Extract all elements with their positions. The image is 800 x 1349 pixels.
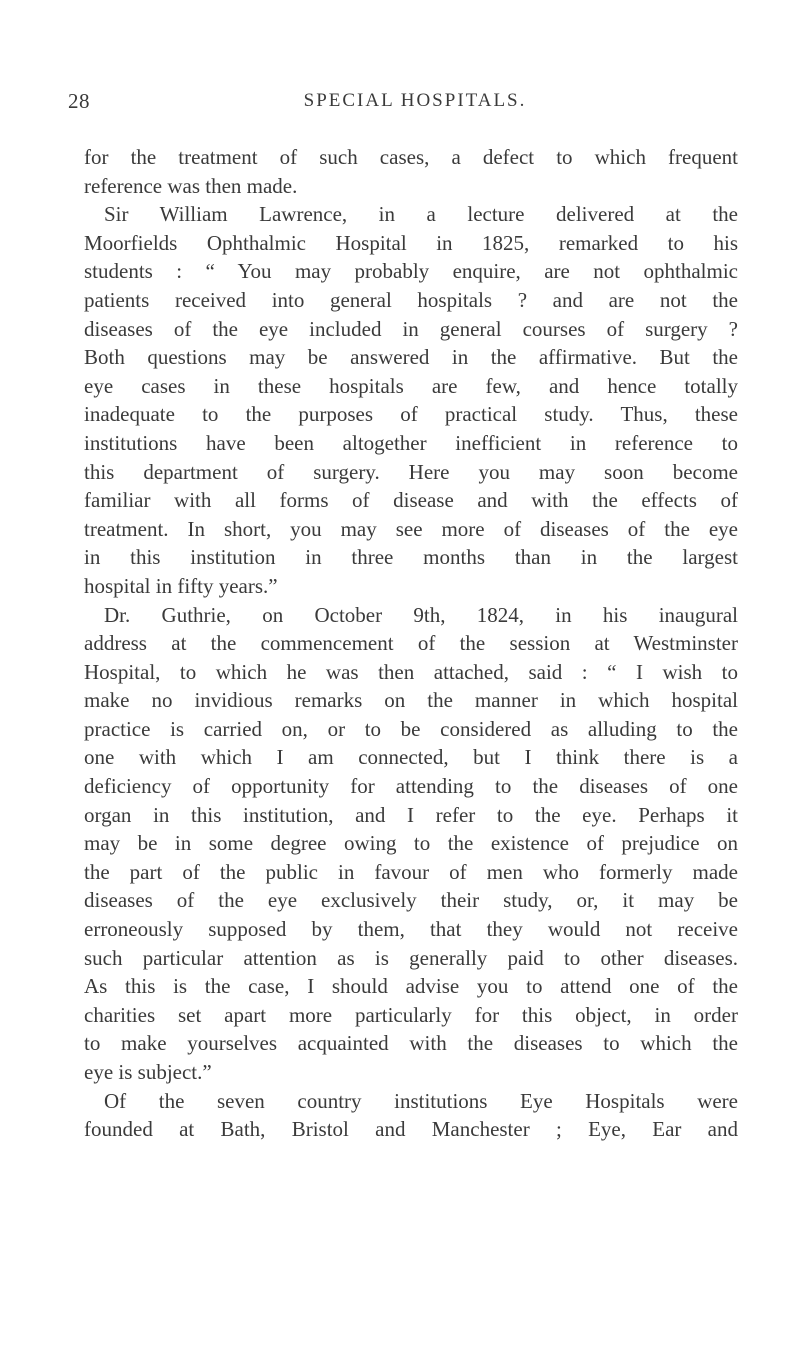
text-line: Moorfields Ophthalmic Hospital in 1825, remarked to his: [84, 230, 738, 255]
text-line: deficiency of opportunity for attending to the diseases of one: [84, 774, 738, 799]
text-line: founded at Bath, Bristol and Manchester ; Eye, Ear and: [84, 1117, 738, 1142]
text-line: to make yourselves acquainted with the diseases to which the: [84, 1031, 738, 1056]
text-line: make no invidious remarks on the manner in which hospital: [84, 688, 738, 713]
text-line: address at the commencement of the session at Westminster: [84, 631, 738, 656]
text-line: charities set apart more particularly for this object, in order: [84, 1002, 738, 1027]
text-line: one with which I am connected, but I think there is a: [84, 745, 738, 770]
text-line: familiar with all forms of disease and with the effects of: [84, 488, 738, 513]
text-line: organ in this institution, and I refer to the eye. Perhaps it: [84, 802, 738, 827]
text-line: institutions have been altogether inefficient in reference to: [84, 430, 738, 455]
text-line: students : “ You may probably enquire, are not ophthalmic: [84, 259, 738, 284]
text-line: Hospital, to which he was then attached, said : “ I wish to: [84, 659, 738, 684]
text-line: inadequate to the purposes of practical study. Thus, these: [84, 402, 738, 427]
text-line: eye is subject.”: [84, 1060, 212, 1084]
text-line: Of the seven country institutions Eye Hospitals were: [104, 1088, 738, 1113]
running-title: SPECIAL HOSPITALS.: [303, 90, 527, 111]
body-text: [84, 143, 738, 1144]
text-line: As this is the case, I should advise you to attend one of the: [84, 974, 738, 999]
text-line: such particular attention as is generally paid to other diseases.: [84, 945, 738, 970]
text-line: hospital in fifty years.”: [84, 573, 278, 598]
text-line: this department of surgery. Here you may soon become: [84, 459, 738, 484]
text-line: the part of the public in favour of men who formerly made: [84, 859, 738, 884]
text-line: treatment. In short, you may see more of diseases of the eye: [84, 516, 738, 541]
text-line: in this institution in three months than in the largest: [84, 545, 738, 570]
text-line: Dr. Guthrie, on October 9th, 1824, in his inaugural: [104, 602, 738, 627]
text-line: Both questions may be answered in the affirmative. But the: [84, 345, 738, 370]
text-line: diseases of the eye exclusively their study, or, it may be: [84, 888, 738, 913]
text-line: may be in some degree owing to the existence of prejudice on: [84, 831, 738, 856]
text-line: eye cases in these hospitals are few, and hence totally: [84, 373, 738, 398]
text-line: patients received into general hospitals ? and are not the: [84, 287, 738, 312]
text-line: Sir William Lawrence, in a lecture delivered at the: [104, 202, 738, 227]
page-number: 28: [68, 89, 90, 113]
text-line: for the treatment of such cases, a defect to which frequent: [84, 145, 738, 169]
text-line: reference was then made.: [84, 173, 298, 198]
text-line: erroneously supposed by them, that they would not receive: [84, 917, 738, 942]
text-line: practice is carried on, or to be considered as alluding to the: [84, 716, 738, 741]
text-line: diseases of the eye included in general courses of surgery ?: [84, 316, 738, 341]
